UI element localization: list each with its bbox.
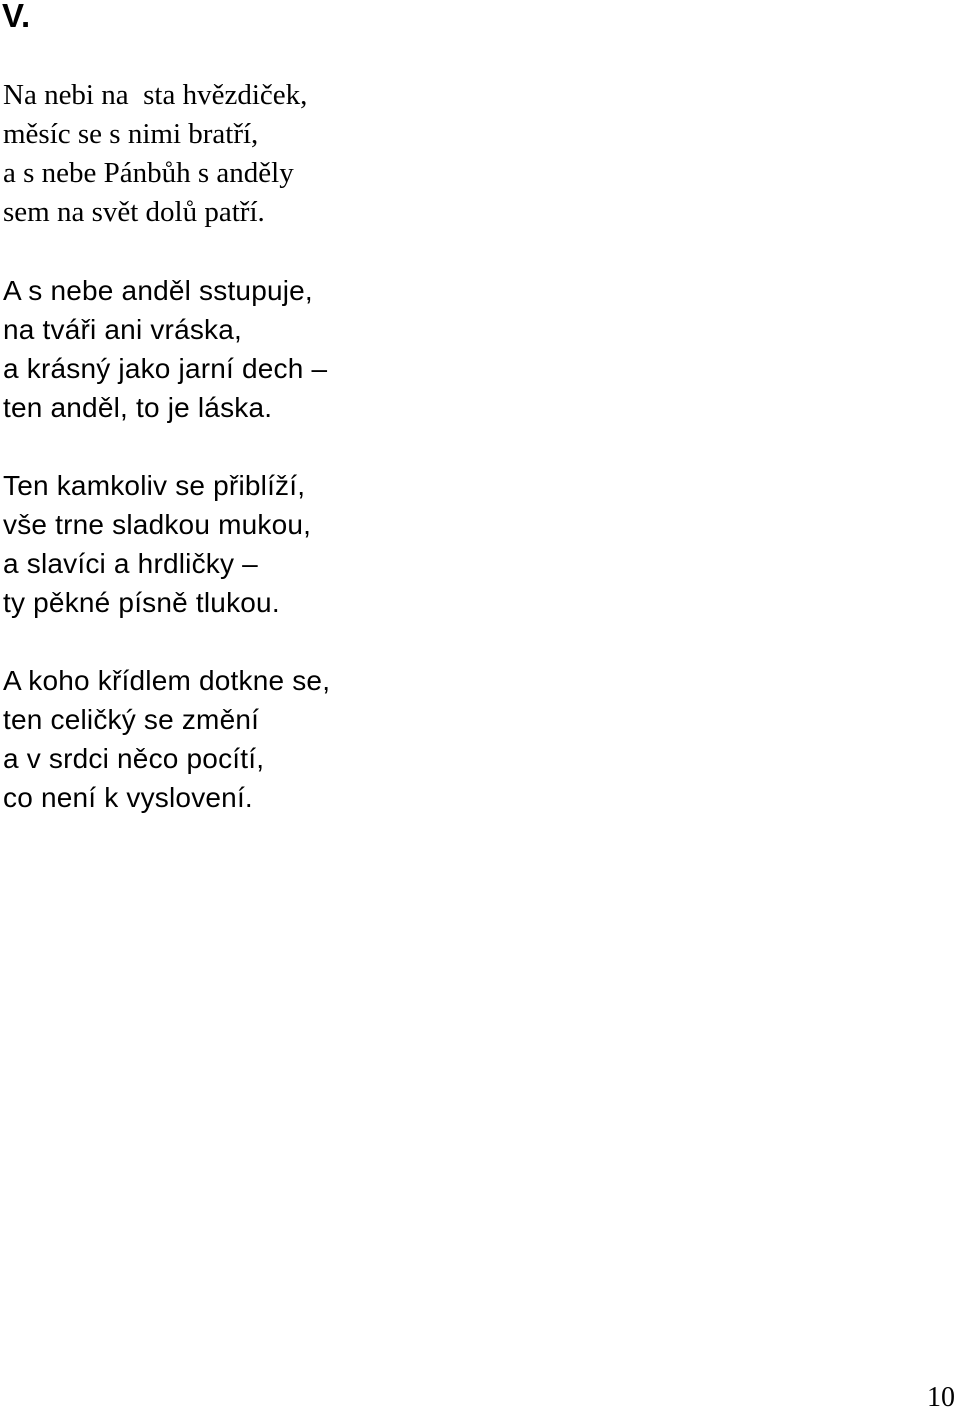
verse-line: a krásný jako jarní dech – <box>3 353 328 384</box>
verse-line: sem na svět dolů patří. <box>3 196 265 228</box>
stanza-2 <box>3 271 327 427</box>
verse-line: co není k vyslovení. <box>3 782 253 813</box>
stanza-4 <box>3 661 330 817</box>
verse-line: ten anděl, to je láska. <box>3 392 273 423</box>
verse-line: a v srdci něco pocítí, <box>3 743 265 774</box>
stanza-3 <box>3 466 311 622</box>
verse-line: na tváři ani vráska, <box>3 314 242 345</box>
verse-line: a s nebe Pánbůh s anděly <box>3 157 294 189</box>
verse-line: A s nebe anděl sstupuje, <box>3 275 313 306</box>
verse-line: ten celičký se změní <box>3 704 260 735</box>
verse-line: a slavíci a hrdličky – <box>3 548 258 579</box>
stanza-1 <box>3 76 307 232</box>
section-heading: V. <box>2 0 31 34</box>
verse-line: A koho křídlem dotkne se, <box>3 665 331 696</box>
verse-line: ty pěkné písně tlukou. <box>3 587 280 618</box>
verse-line: vše trne sladkou mukou, <box>3 509 312 540</box>
verse-line: Ten kamkoliv se přiblíží, <box>3 470 306 501</box>
verse-line: Na nebi na sta hvězdiček, <box>3 79 308 111</box>
page-number: 10 <box>927 1382 955 1413</box>
verse-line: měsíc se s nimi bratří, <box>3 118 259 150</box>
